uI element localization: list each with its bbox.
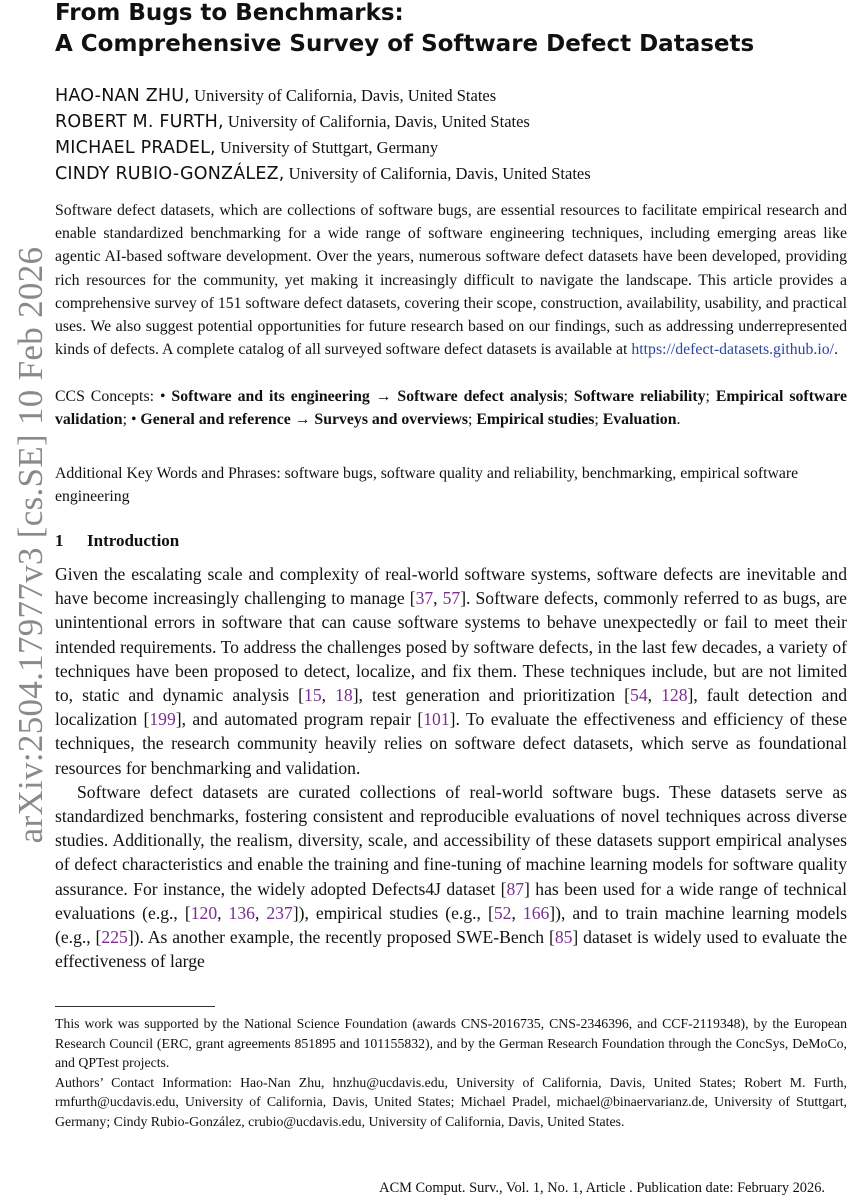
section-heading [55, 531, 847, 551]
ccs-concept: Empirical software validation [55, 388, 847, 429]
funding-note: This work was supported by the National Science Foundation (awards CNS-2016735, CNS-2346396, and CCF-2119348), by the European Research Council (ERC, grant agreements 851895 and 101155832), and by the German Research Foundation through the ConcSys, DeMoCo, and QPTest projects. [55, 1016, 847, 1071]
citation-link[interactable]: 52 [493, 902, 512, 923]
contact-note: Authors’ Contact Information: Hao-Nan Zhu, hnzhu@ucdavis.edu, University of California, Davis, United States; Robert M. Furth, rmfurth@ucdavis.edu, University of California, Davis, United States; Michael Pradel, michael@binaervarianz.de, University of Stuttgart, Germany; Cindy Rubio-González, crubio@ucdavis.edu, University of California, Davis, United States. [55, 1074, 847, 1129]
author-affiliation: University of California, Davis, United States [223, 112, 530, 131]
citation-link[interactable]: 85 [554, 927, 573, 948]
citation-link[interactable]: 54 [630, 685, 648, 706]
ccs-concept: General and reference → Surveys and overviews [140, 411, 469, 429]
citation-link[interactable]: 128 [661, 685, 688, 706]
paragraph: Given the escalating scale and complexity of real-world software systems, software defects are inevitable and have become increasingly challenging to manage [37, 57]. Software defects, commonly referred to as bugs, are unintentional errors in software that can cause software systems to behave unexpectedly or fail to meet their intended requirements. To address the challenges posed by software defects, in the last few decades, a variety of techniques have been proposed to detect, localize, and fix them. These techniques include, but are not limited to, static and dynamic analysis [15, 18], test generation and prioritization [54, 128], fault detection and localization [199], and automated program repair [101]. To evaluate the effectiveness and efficiency of these techniques, the research community heavily relies on software defect datasets, which serve as foundational resources for benchmarking and validation. [55, 564, 848, 778]
section-number: 1 [55, 531, 64, 550]
author-affiliation: University of California, Davis, United States [190, 86, 497, 105]
author-list [55, 83, 847, 187]
author-entry [55, 135, 847, 161]
citation-link[interactable]: 15 [304, 685, 322, 706]
footnotes [55, 1014, 847, 1132]
author-name: MICHAEL PRADEL, [55, 138, 216, 158]
keywords: Additional Key Words and Phrases: software bugs, software quality and reliability, benchmarking, empirical software engineering [55, 465, 799, 506]
citation-link[interactable]: 199 [149, 709, 176, 730]
footnote-divider [55, 1006, 215, 1007]
citation-link[interactable]: 87 [506, 878, 525, 899]
citation-link[interactable]: 166 [522, 902, 550, 923]
author-entry [55, 109, 847, 135]
ccs-concept: Empirical studies [476, 411, 595, 429]
section-title: Introduction [87, 531, 180, 550]
citation-link[interactable]: 237 [266, 902, 293, 923]
ccs-label: CCS Concepts: [55, 388, 160, 405]
author-affiliation: University of Stuttgart, Germany [215, 138, 439, 157]
title-line-1: From Bugs to Benchmarks: [55, 0, 404, 26]
citation-link[interactable]: 18 [335, 685, 353, 706]
catalog-link[interactable]: https://defect-datasets.github.io/ [631, 341, 835, 359]
citation-link[interactable]: 37 [415, 588, 434, 609]
abstract: Software defect datasets, which are collections of software bugs, are essential resources to facilitate empirical research and enable standardized benchmarking for a wide range of software engineering techniques, including emerging areas like agentic AI-based software development. Over the years, numerous software defect datasets have been developed, providing rich resources for the community, yet making it increasingly difficult to navigate the landscape. This article provides a comprehensive survey of 151 software defect datasets, covering their scope, construction, availability, usability, and practical uses. We also suggest potential opportunities for future research based on our findings, such as addressing underrepresented kinds of defects. A complete catalog of all surveyed software defect datasets is available at https://defect-datasets.github.io/. [55, 202, 847, 359]
running-footer: ACM Comput. Surv., Vol. 1, No. 1, Article . Publication date: February 2026. [379, 1180, 825, 1196]
author-entry [55, 161, 847, 187]
ccs-concept: Software and its engineering → Software defect analysis [171, 388, 564, 405]
ccs-concept: Evaluation [602, 411, 677, 429]
author-affiliation: University of California, Davis, United States [284, 164, 591, 183]
author-name: HAO-NAN ZHU, [55, 86, 191, 106]
introduction-body [55, 562, 847, 973]
citation-link[interactable]: 120 [190, 902, 218, 923]
paper-title [55, 0, 847, 60]
abstract-text: Software defect datasets, which are collections of software bugs, are essential resources to facilitate empirical research and enable standardized benchmarking for a wide range of software engineering techniques, including emerging areas like agentic AI-based software development. Over the years, numerous software defect datasets have been developed, providing rich resources for the community, yet making it increasingly difficult to navigate the landscape. This article provides a comprehensive survey of 151 software defect datasets, covering their scope, construction, availability, usability, and practical uses. We also suggest potential opportunities for future research based on our findings, such as addressing underrepresented kinds of defects. A complete catalog of all surveyed software defect datasets is available at [55, 202, 847, 359]
author-name: ROBERT M. FURTH, [55, 112, 224, 132]
author-name: CINDY RUBIO-GONZÁLEZ, [55, 164, 285, 184]
citation-link[interactable]: 57 [442, 588, 461, 609]
paragraph: Software defect datasets are curated collections of real-world software bugs. These datasets serve as standardized benchmarks, fostering consistent and reproducible evaluations of novel techniques across diverse studies. Additionally, the realism, diversity, scale, and accessibility of these datasets support empirical analyses of defect characteristics and enable the training and fine-tuning of machine learning models for software quality assurance. For instance, the widely adopted Defects4J dataset [87] has been used for a wide range of technical evaluations (e.g., [120, 136, 237]), empirical studies (e.g., [52, 166]), and to train machine learning models (e.g., [225]). As another example, the recently proposed SWE-Bench [85] dataset is widely used to evaluate the effectiveness of large [55, 781, 848, 972]
title-line-2: A Comprehensive Survey of Software Defect Datasets [55, 31, 755, 57]
arxiv-identifier[interactable]: arXiv:2504.17977v3 [cs.SE] 10 Feb 2026 [11, 246, 50, 844]
ccs-concept: Software reliability [573, 388, 706, 405]
citation-link[interactable]: 225 [101, 927, 128, 948]
author-entry [55, 83, 847, 109]
ccs-concepts: CCS Concepts: • Software and its engineering → Software defect analysis; Software reliability; Empirical software validation; • General and reference → Surveys and overviews; Empirical studies; Evaluation. [55, 388, 847, 429]
citation-link[interactable]: 136 [228, 902, 255, 923]
citation-link[interactable]: 101 [423, 709, 450, 730]
